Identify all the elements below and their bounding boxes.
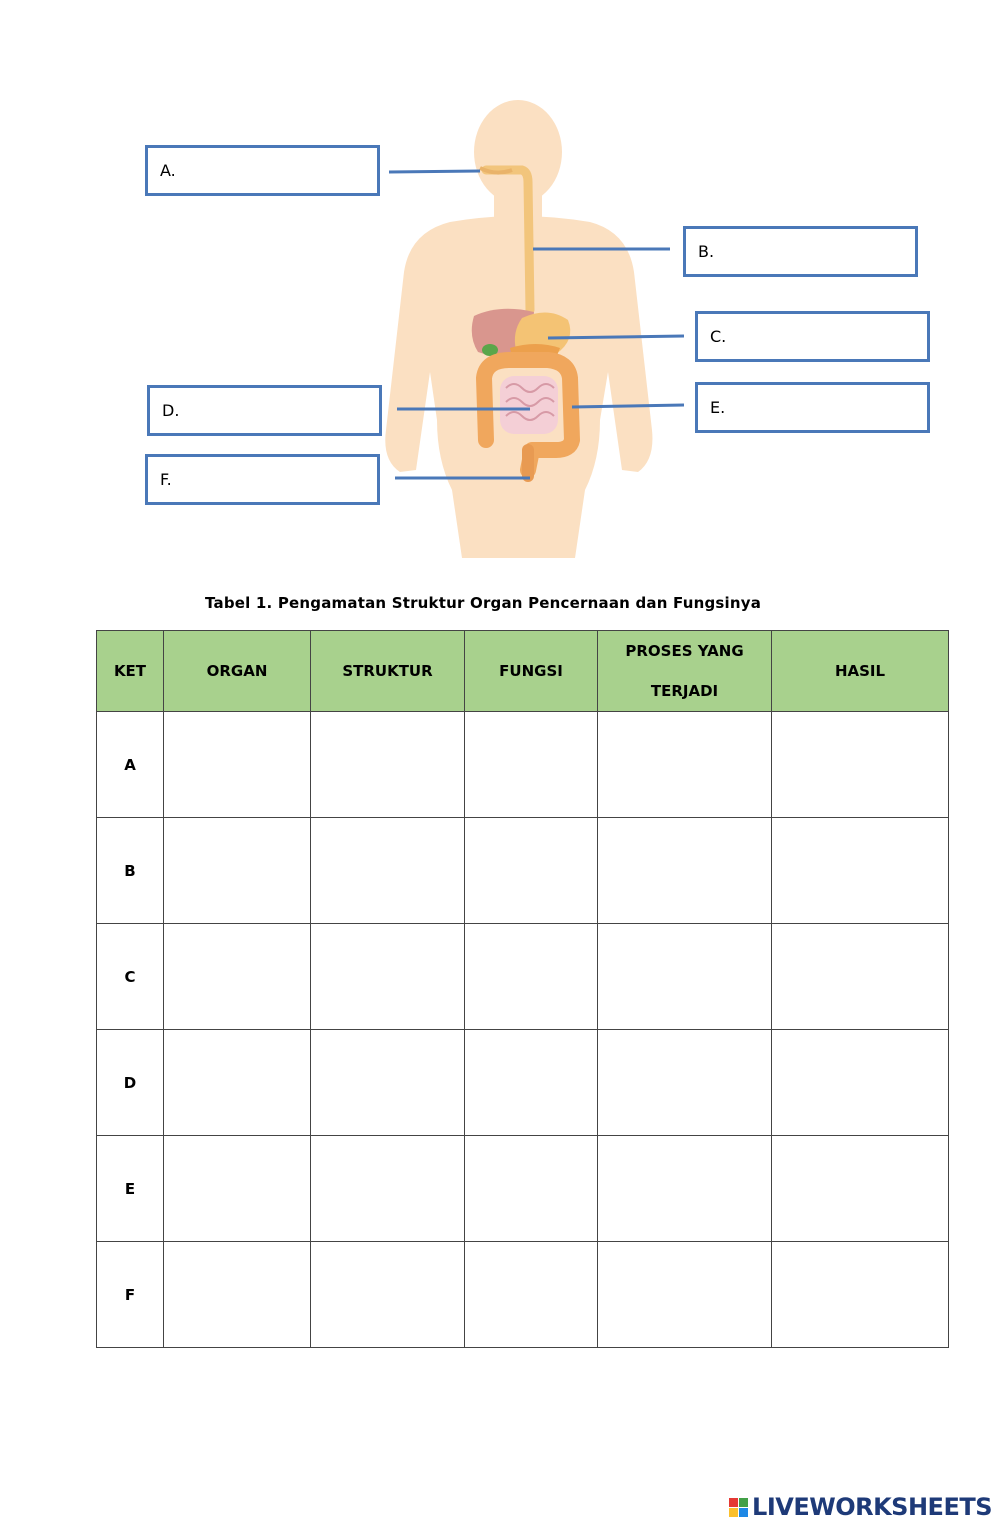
- label-box-b[interactable]: [683, 226, 918, 277]
- logo-square-yellow: [729, 1508, 738, 1517]
- table-row: [97, 1030, 949, 1136]
- cell-organ[interactable]: [164, 1136, 311, 1242]
- cell-ket: F: [97, 1242, 164, 1348]
- label-c: C.: [710, 327, 727, 346]
- cell-hasil[interactable]: [772, 818, 949, 924]
- logo-square-blue: [739, 1508, 748, 1517]
- label-box-c[interactable]: [695, 311, 930, 362]
- header-struktur: STRUKTUR: [311, 631, 465, 712]
- label-e: E.: [710, 398, 726, 417]
- label-b: B.: [698, 242, 715, 261]
- table-row: [97, 1242, 949, 1348]
- header-organ: ORGAN: [164, 631, 311, 712]
- cell-fungsi[interactable]: [465, 924, 598, 1030]
- label-f: F.: [160, 470, 172, 489]
- cell-organ[interactable]: [164, 924, 311, 1030]
- header-fungsi: FUNGSI: [465, 631, 598, 712]
- cell-proses[interactable]: [598, 1030, 772, 1136]
- logo-square-green: [739, 1498, 748, 1507]
- small-intestine: [500, 376, 558, 434]
- cell-organ[interactable]: [164, 1030, 311, 1136]
- label-box-d[interactable]: [147, 385, 382, 436]
- table-caption: Tabel 1. Pengamatan Struktur Organ Pencernaan dan Fungsinya: [205, 594, 762, 612]
- table-row: [97, 924, 949, 1030]
- header-ket: KET: [97, 631, 164, 712]
- cell-ket: C: [97, 924, 164, 1030]
- table-header-row: [97, 631, 949, 712]
- cell-organ[interactable]: [164, 818, 311, 924]
- cell-hasil[interactable]: [772, 1242, 949, 1348]
- cell-struktur[interactable]: [311, 818, 465, 924]
- cell-fungsi[interactable]: [465, 1136, 598, 1242]
- table-row: [97, 818, 949, 924]
- cell-struktur[interactable]: [311, 712, 465, 818]
- cell-struktur[interactable]: [311, 1136, 465, 1242]
- cell-hasil[interactable]: [772, 1030, 949, 1136]
- cell-hasil[interactable]: [772, 1136, 949, 1242]
- header-proses: PROSES YANG TERJADI: [598, 631, 772, 712]
- cell-struktur[interactable]: [311, 1242, 465, 1348]
- cell-organ[interactable]: [164, 712, 311, 818]
- label-a: A.: [160, 161, 176, 180]
- cell-proses[interactable]: [598, 818, 772, 924]
- cell-hasil[interactable]: [772, 924, 949, 1030]
- cell-struktur[interactable]: [311, 924, 465, 1030]
- cell-ket: D: [97, 1030, 164, 1136]
- logo-square-red: [729, 1498, 738, 1507]
- label-box-a[interactable]: [145, 145, 380, 196]
- cell-proses[interactable]: [598, 712, 772, 818]
- label-box-f[interactable]: [145, 454, 380, 505]
- cell-proses[interactable]: [598, 924, 772, 1030]
- logo-text: LIVEWORKSHEETS: [752, 1493, 992, 1521]
- cell-struktur[interactable]: [311, 1030, 465, 1136]
- cell-fungsi[interactable]: [465, 1242, 598, 1348]
- logo-grid-icon: [729, 1498, 748, 1517]
- cell-ket: B: [97, 818, 164, 924]
- table-row: [97, 1136, 949, 1242]
- header-hasil: HASIL: [772, 631, 949, 712]
- liveworksheets-logo: [729, 1493, 992, 1521]
- cell-organ[interactable]: [164, 1242, 311, 1348]
- table-row: [97, 712, 949, 818]
- cell-ket: A: [97, 712, 164, 818]
- cell-ket: E: [97, 1136, 164, 1242]
- label-d: D.: [162, 401, 180, 420]
- cell-fungsi[interactable]: [465, 818, 598, 924]
- observation-table: [96, 630, 949, 1348]
- cell-fungsi[interactable]: [465, 712, 598, 818]
- cell-proses[interactable]: [598, 1242, 772, 1348]
- cell-hasil[interactable]: [772, 712, 949, 818]
- cell-fungsi[interactable]: [465, 1030, 598, 1136]
- label-box-e[interactable]: [695, 382, 930, 433]
- cell-proses[interactable]: [598, 1136, 772, 1242]
